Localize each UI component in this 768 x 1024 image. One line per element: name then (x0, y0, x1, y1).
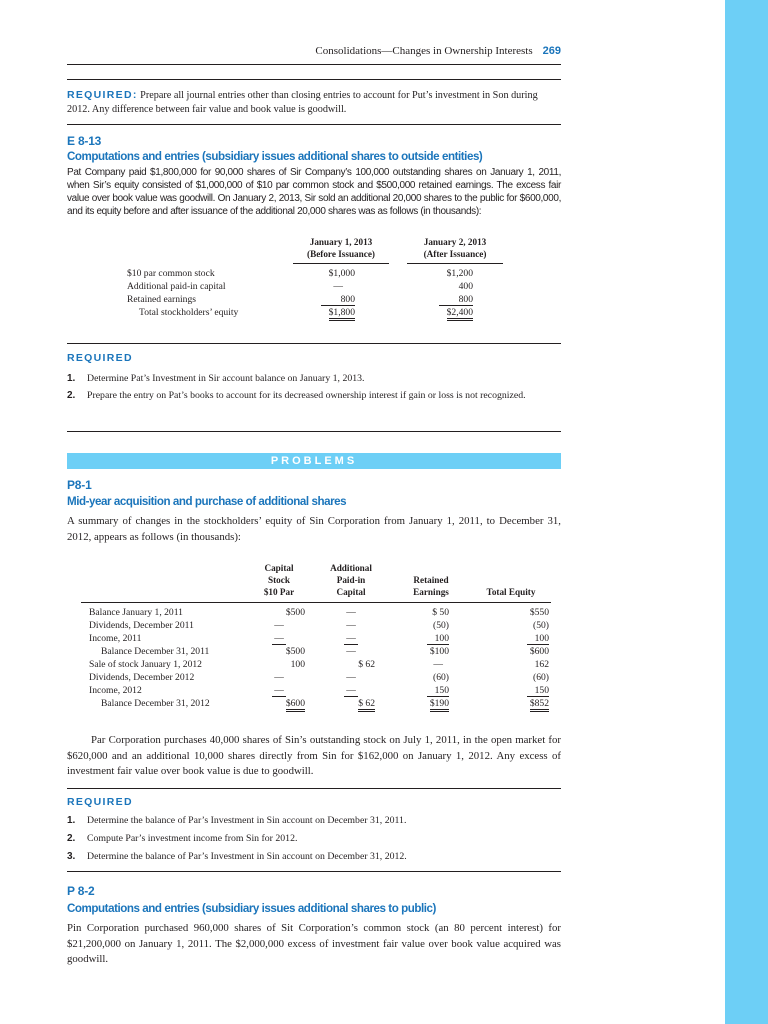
required-item (67, 389, 561, 415)
table-row-label: Additional paid-in capital (127, 281, 226, 292)
table-row-label: Income, 2011 (89, 633, 142, 644)
running-title: Consolidations—Changes in Ownership Interests (315, 45, 533, 57)
required-item (67, 814, 561, 827)
section-rule (67, 79, 561, 80)
exercise-subtitle: Computations and entries (subsidiary issues additional shares to outside entities) (67, 150, 483, 163)
table-cell: — (333, 281, 343, 292)
table-cell: 150 (427, 685, 449, 697)
table-cell: 100 (527, 633, 549, 645)
table-cell: $852 (530, 698, 549, 712)
col-header-line: Retained (413, 575, 449, 585)
table-cell: (60) (533, 672, 549, 683)
table-row-label: Total stockholders’ equity (139, 307, 239, 318)
col-header-capital-stock (253, 562, 305, 598)
item-number: 1. (67, 373, 76, 384)
item-text: Determine the balance of Par’s Investment in Sin account on December 31, 2012. (87, 851, 407, 862)
table-row-label: $10 par common stock (127, 268, 215, 279)
table-row-label: Sale of stock January 1, 2012 (89, 659, 202, 670)
item-text: Compute Par’s investment income from Sin for 2012. (87, 833, 298, 844)
table-cell: (60) (433, 672, 449, 683)
table-cell: — (274, 672, 284, 683)
exercise-number: E 8-13 (67, 134, 102, 148)
problem-subtitle: Mid-year acquisition and purchase of additional shares (67, 495, 347, 508)
prev-required (67, 89, 561, 116)
required-item (67, 850, 561, 863)
col-header-line: Additional (330, 563, 372, 573)
table-cell: $ 62 (358, 659, 375, 670)
required-item (67, 372, 561, 385)
table-row-label: Income, 2012 (89, 685, 142, 696)
table-cell: 800 (321, 294, 355, 306)
table-cell: $ 62 (358, 698, 375, 712)
table-cell: — (346, 607, 356, 618)
table-cell: — (344, 685, 358, 697)
section-rule (67, 343, 561, 344)
item-text: Prepare the entry on Pat’s books to account for its decreased ownership interest if gain or loss is not recognized. (87, 390, 526, 401)
col-header-line: Paid-in (336, 575, 366, 585)
table-cell: 150 (527, 685, 549, 697)
problem-paragraph: Par Corporation purchases 40,000 shares of Sin’s outstanding stock on July 1, 2011, in the open market for $620,000 and an additional 10,000 shares directly from Sin for $162,000 on January 1, 2012. Any excess of investment fair value over book value is due to goodwill. (67, 734, 561, 777)
col-header-line: Capital (336, 587, 366, 597)
table-cell: — (346, 672, 356, 683)
table-cell: $600 (529, 646, 549, 657)
section-rule (67, 871, 561, 872)
problems-banner: PROBLEMS (67, 453, 561, 469)
table-cell: 100 (290, 659, 305, 670)
table-row-label: Dividends, December 2011 (89, 620, 194, 631)
table-cell: $550 (529, 607, 549, 618)
section-rule (67, 124, 561, 125)
col-header-apic (321, 562, 381, 598)
col-header-line: Capital (264, 563, 294, 573)
item-text: Determine the balance of Par’s Investment in Sin account on December 31, 2011. (87, 815, 407, 826)
col-header-line: Total Equity (486, 587, 536, 597)
table-row-label: Retained earnings (127, 294, 196, 305)
col-header-line: Earnings (413, 587, 449, 597)
table-cell: — (272, 633, 286, 645)
item-number: 1. (67, 815, 76, 826)
equity-table-p81 (67, 562, 561, 722)
table-cell: — (346, 620, 356, 631)
equity-table-e813 (67, 236, 561, 326)
col-header-before (293, 236, 389, 260)
table-cell: — (346, 646, 356, 657)
table-cell: 162 (534, 659, 549, 670)
table-cell: $500 (285, 607, 305, 618)
table-cell: — (272, 685, 286, 697)
running-header (315, 45, 561, 57)
table-cell: — (274, 620, 284, 631)
table-cell: 100 (427, 633, 449, 645)
header-rule (67, 64, 561, 65)
item-text: Determine Pat’s Investment in Sir account balance on January 1, 2013. (87, 373, 365, 384)
item-number: 2. (67, 390, 76, 401)
table-cell: — (344, 633, 358, 645)
prev-required-text: Prepare all journal entries other than closing entries to account for Put’s investment in Son during 2012. Any difference between fair value and book value is goodwill. (67, 90, 538, 115)
col-header-line: January 1, 2013 (309, 237, 373, 247)
col-header-line: $10 Par (263, 587, 295, 597)
item-number: 2. (67, 833, 76, 844)
table-cell: 800 (439, 294, 473, 306)
table-cell: $100 (429, 646, 449, 657)
col-header-line: (After Issuance) (423, 249, 487, 259)
table-row-label: Balance December 31, 2012 (101, 698, 210, 709)
table-cell: $2,400 (447, 307, 473, 321)
table-cell: $1,000 (328, 268, 355, 279)
prev-required-label: REQUIRED: (67, 89, 138, 101)
required-label: REQUIRED (67, 796, 133, 808)
page-number: 269 (542, 45, 561, 57)
exercise-body: Pat Company paid $1,800,000 for 90,000 shares of Sir Company’s 100,000 outstanding shares on January 1, 2011, when Sir’s equity consisted of $1,000,000 of $10 par common stock and $500,000 retained earnings. The excess fair value over book value was goodwill. On January 2, 2013, Sir sold an additional 20,000 shares to the public for $600,000, and its equity before and after issuance of the additional 20,000 shares was as follows (in thousands): (67, 167, 561, 217)
section-rule (67, 431, 561, 432)
table-cell: $1,200 (446, 268, 473, 279)
col-header-total (475, 586, 547, 598)
col-header-line: January 2, 2013 (423, 237, 487, 247)
table-cell: $190 (430, 698, 449, 712)
col-header-line: Stock (268, 575, 290, 585)
col-header-line: (Before Issuance) (307, 249, 375, 259)
table-cell: (50) (433, 620, 449, 631)
table-row-label: Balance January 1, 2011 (89, 607, 183, 618)
problem-number: P8-1 (67, 478, 92, 492)
table-row-label: Balance December 31, 2011 (101, 646, 210, 657)
table-cell: (50) (533, 620, 549, 631)
table-cell: — (433, 659, 443, 670)
page-edge-tab (725, 0, 768, 1024)
table-cell: $600 (286, 698, 305, 712)
required-label: REQUIRED (67, 352, 133, 364)
table-row-label: Dividends, December 2012 (89, 672, 195, 683)
table-cell: $1,800 (329, 307, 355, 321)
section-rule (67, 788, 561, 789)
item-number: 3. (67, 851, 76, 862)
problem-subtitle: Computations and entries (subsidiary issues additional shares to public) (67, 902, 436, 915)
col-header-after (407, 236, 503, 260)
table-cell: 400 (458, 281, 473, 292)
problem-number: P 8-2 (67, 884, 95, 898)
problem-intro: A summary of changes in the stockholders’ equity of Sin Corporation from January 1, 2011, to December 31, 2012, appears as follows (in thousands): (67, 515, 561, 543)
table-cell: $ 50 (432, 607, 449, 618)
table-cell: $500 (285, 646, 305, 657)
required-item (67, 832, 561, 845)
col-header-retained (401, 574, 461, 598)
problem-body: Pin Corporation purchased 960,000 shares of Sit Corporation’s common stock (an 80 percent interest) for $21,200,000 on January 1, 2011. The $2,000,000 excess of investment fair value over book value acquired was goodwill. (67, 922, 561, 965)
